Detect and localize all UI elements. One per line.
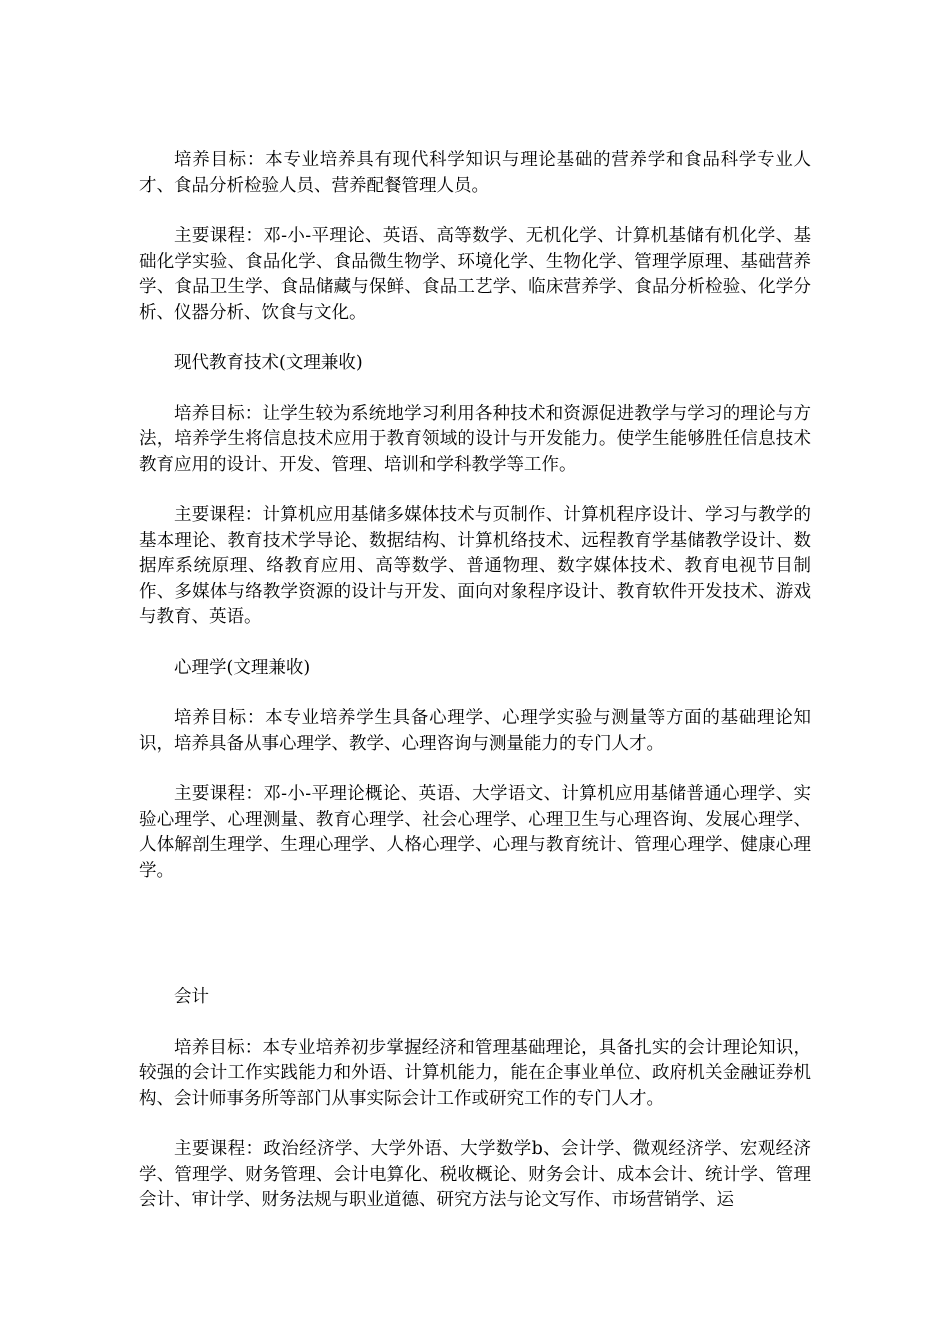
paragraph-education-technology-goal: 培养目标：让学生较为系统地学习利用各种技术和资源促进教学与学习的理论与方法，培养学生将信息技术应用于教育领域的设计与开发能力。使学生能够胜任信息技术教育应用的设计、开发、管理、培训和学科教学等工作。 (139, 403, 811, 475)
paragraph-accounting-goal: 培养目标：本专业培养初步掌握经济和管理基础理论，具备扎实的会计理论知识，较强的会计工作实践能力和外语、计算机能力，能在企事业单位、政府机关金融证券机构、会计师事务所等部门从事实际会计工作或研究工作的专门人才。 (139, 1037, 811, 1109)
document-body (139, 148, 811, 1239)
paragraph-psychology-courses: 主要课程：邓-小-平理论概论、英语、大学语文、计算机应用基储普通心理学、实验心理学、心理测量、教育心理学、社会心理学、心理卫生与心理咨询、发展心理学、人体解剖生理学、生理心理学、人格心理学、心理与教育统计、管理心理学、健康心理学。 (139, 784, 811, 881)
heading-accounting: 会计 (174, 987, 209, 1007)
paragraph-education-technology-courses: 主要课程：计算机应用基储多媒体技术与页制作、计算机程序设计、学习与教学的基本理论、教育技术学导论、数据结构、计算机络技术、远程教育学基储教学设计、数据库系统原理、络教育应用、高等数学、普通物理、数字媒体技术、教育电视节目制作、多媒体与络教学资源的设计与开发、面向对象程序设计、教育软件开发技术、游戏与教育、英语。 (139, 505, 811, 627)
heading-psychology: 心理学(文理兼收) (174, 657, 311, 678)
heading-education-technology: 现代教育技术(文理兼收) (174, 353, 363, 373)
paragraph-accounting-courses: 主要课程：政治经济学、大学外语、大学数学b、会计学、微观经济学、宏观经济学、管理学、财务管理、会计电算化、税收概论、财务会计、成本会计、统计学、管理会计、审计学、财务法规与职业道德、研究方法与论文写作、市场营销学、运 (139, 1139, 811, 1210)
paragraph-nutrition-goal: 培养目标：本专业培养具有现代科学知识与理论基础的营养学和食品科学专业人才、食品分析检验人员、营养配餐管理人员。 (139, 150, 811, 196)
paragraph-psychology-goal: 培养目标：本专业培养学生具备心理学、心理学实验与测量等方面的基础理论知识，培养具备从事心理学、教学、心理咨询与测量能力的专门人才。 (139, 708, 811, 754)
blank-space (139, 909, 811, 985)
paragraph-nutrition-courses: 主要课程：邓-小-平理论、英语、高等数学、无机化学、计算机基储有机化学、基础化学实验、食品化学、食品微生物学、环境化学、生物化学、管理学原理、基础营养学、食品卫生学、食品储藏与保鲜、食品工艺学、临床营养学、食品分析检验、化学分析、仪器分析、饮食与文化。 (139, 226, 811, 323)
